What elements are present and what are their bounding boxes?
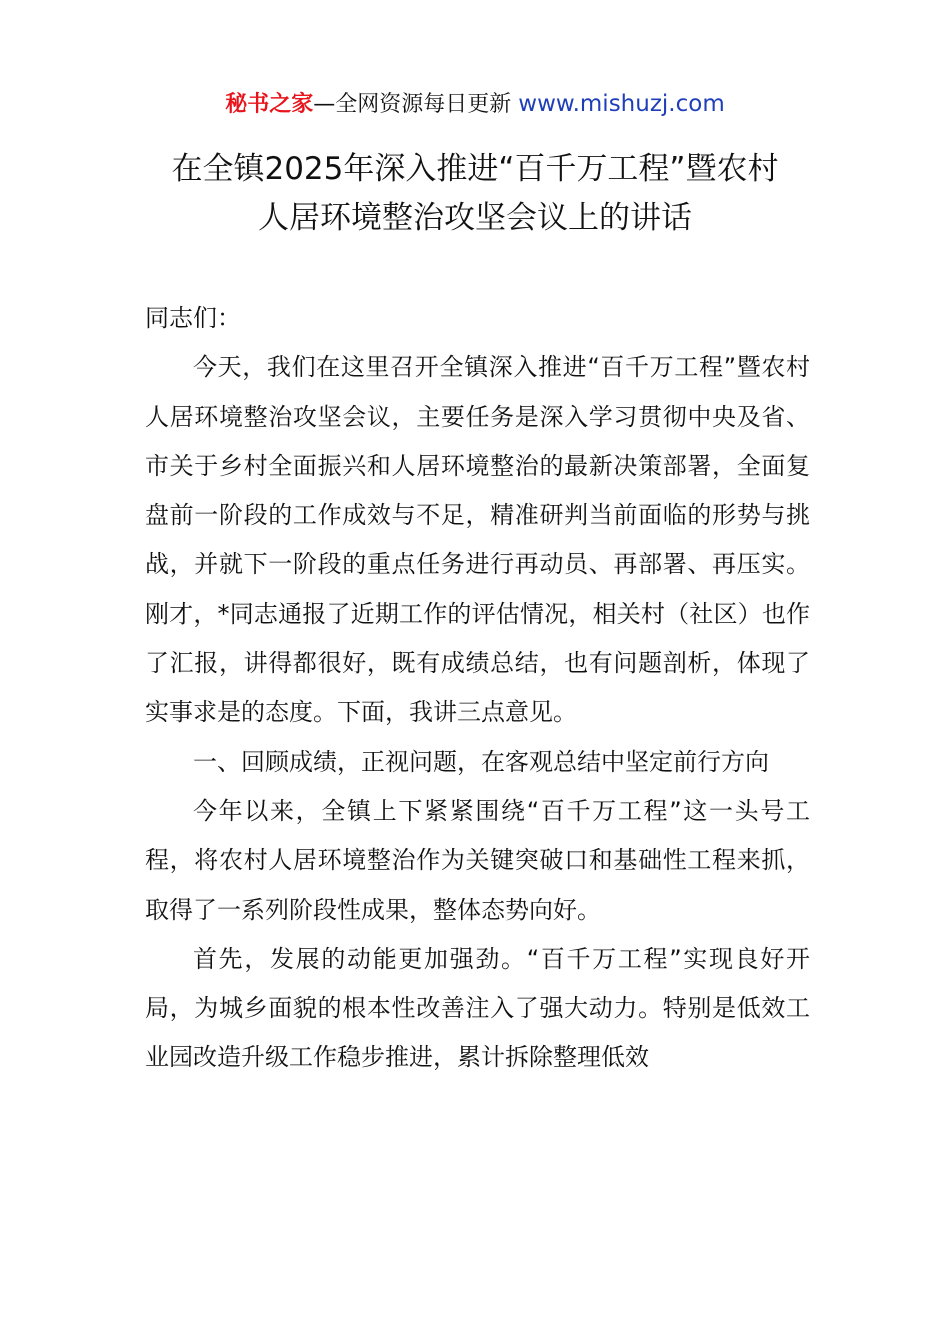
paragraph-intro: 今天，我们在这里召开全镇深入推进“百千万工程”暨农村人居环境整治攻坚会议，主要任务是深入学习贯彻中央及省、市关于乡村全面振兴和人居环境整治的最新决策部署，全面复盘前一阶段的工作成效与不足，精准研判当前面临的形势与挑战，并就下一阶段的重点任务进行再动员、再部署、再压实。刚才，*同志通报了近期工作的评估情况，相关村（社区）也作了汇报，讲得都很好，既有成绩总结，也有问题剖析，体现了实事求是的态度。下面，我讲三点意见。: [145, 353, 810, 727]
site-url-link[interactable]: www.mishuzj.com: [518, 91, 725, 117]
document-title: [100, 145, 850, 243]
site-header: [0, 86, 950, 123]
header-tagline: —全网资源每日更新: [313, 92, 519, 117]
document-body: [145, 294, 810, 1083]
title-line-1: 在全镇2025年深入推进“百千万工程”暨农村: [171, 151, 779, 187]
paragraph-review: 今年以来，全镇上下紧紧围绕“百千万工程”这一头号工程，将农村人居环境整治作为关键突破口和基础性工程来抓，取得了一系列阶段性成果，整体态势向好。: [145, 796, 810, 924]
salutation: 同志们：: [145, 304, 241, 332]
section-heading-1: 一、回顾成绩，正视问题，在客观总结中坚定前行方向: [193, 747, 769, 776]
brand-name: 秘书之家: [225, 92, 314, 117]
paragraph-first-point: 首先，发展的动能更加强劲。“百千万工程”实现良好开局，为城乡面貌的根本性改善注入了强大动力。特别是低效工业园改造升级工作稳步推进，累计拆除整理低效: [145, 944, 810, 1072]
title-line-2: 人居环境整治攻坚会议上的讲话: [258, 200, 692, 236]
